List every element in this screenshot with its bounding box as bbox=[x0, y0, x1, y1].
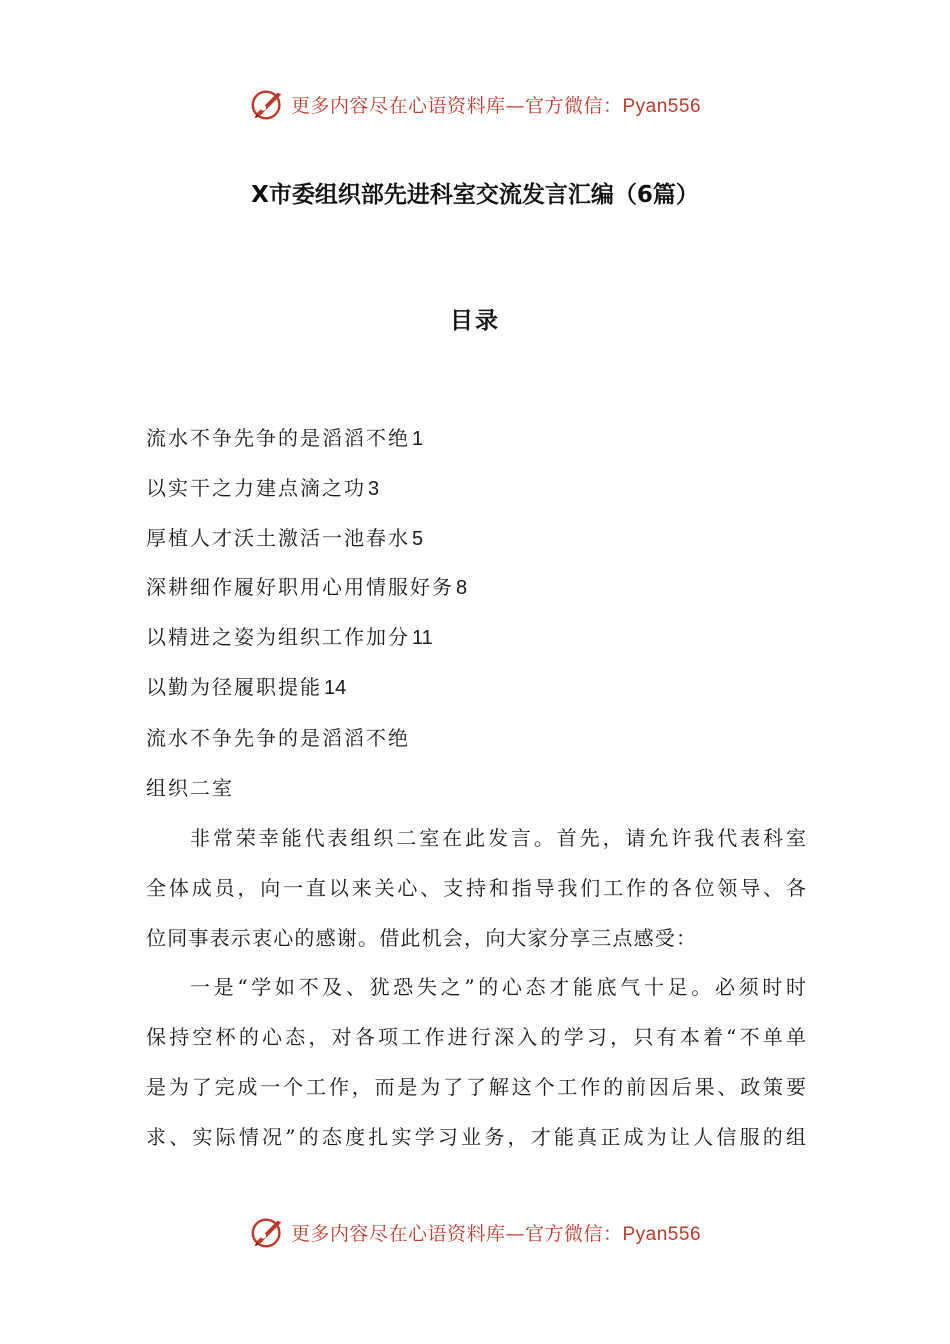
toc-entry-page: 1 bbox=[412, 428, 424, 450]
toc-entry-page: 11 bbox=[412, 627, 433, 649]
watermark-text: 更多内容尽在心语资料库—官方微信：Pyan556 bbox=[290, 94, 702, 117]
toc-entry-label: 以精进之姿为组织工作加分 bbox=[146, 625, 410, 649]
toc-entry-label: 以勤为径履职提能 bbox=[146, 675, 322, 699]
watermark-text: 更多内容尽在心语资料库—官方微信：Pyan556 bbox=[290, 1222, 702, 1245]
toc-entry[interactable] bbox=[146, 621, 433, 650]
footer-watermark bbox=[0, 1212, 950, 1252]
body-line: 是为了完成一个工作，而是为了了解这个工作的前因后果、政策要 bbox=[146, 1075, 806, 1099]
pen-logo-icon bbox=[249, 85, 287, 123]
watermark-code: Pyan556 bbox=[622, 1223, 702, 1245]
body-line: 全体成员，向一直以来关心、支持和指导我们工作的各位领导、各 bbox=[146, 876, 806, 900]
section-title: 流水不争先争的是滔滔不绝 bbox=[146, 726, 410, 750]
body-line: 求、实际情况”的态度扎实学习业务，才能真正成为让人信服的组 bbox=[146, 1125, 806, 1149]
section-author: 组织二室 bbox=[146, 776, 234, 800]
toc-entry-page: 14 bbox=[324, 677, 347, 699]
toc-entry[interactable] bbox=[146, 472, 379, 501]
body-line: 非常荣幸能代表组织二室在此发言。首先，请允许我代表科室 bbox=[190, 826, 806, 850]
toc-entry-page: 8 bbox=[456, 577, 468, 599]
toc-entry-label: 以实干之力建点滴之功 bbox=[146, 476, 366, 500]
header-watermark bbox=[0, 84, 950, 124]
toc-heading: 目录 bbox=[450, 308, 500, 334]
toc-entry[interactable] bbox=[146, 422, 423, 451]
body-line: 一是“学如不及、犹恐失之”的心态才能底气十足。必须时时 bbox=[190, 975, 806, 999]
toc-entry[interactable] bbox=[146, 571, 467, 600]
toc-entry-page: 5 bbox=[412, 528, 424, 550]
document-title: X市委组织部先进科室交流发言汇编（6篇） bbox=[251, 182, 699, 208]
pen-logo-icon bbox=[249, 1213, 287, 1251]
body-line: 位同事表示衷心的感谢。借此机会，向大家分享三点感受： bbox=[146, 926, 698, 950]
toc-entry-label: 厚植人才沃土激活一池春水 bbox=[146, 526, 410, 550]
body-line: 保持空杯的心态，对各项工作进行深入的学习，只有本着“不单单 bbox=[146, 1025, 806, 1049]
toc-entry[interactable] bbox=[146, 671, 346, 700]
watermark-code: Pyan556 bbox=[622, 95, 702, 117]
toc-entry-page: 3 bbox=[368, 478, 380, 500]
toc-entry-label: 深耕细作履好职用心用情服好务 bbox=[146, 575, 454, 599]
toc-entry-label: 流水不争先争的是滔滔不绝 bbox=[146, 426, 410, 450]
toc-entry[interactable] bbox=[146, 522, 423, 551]
